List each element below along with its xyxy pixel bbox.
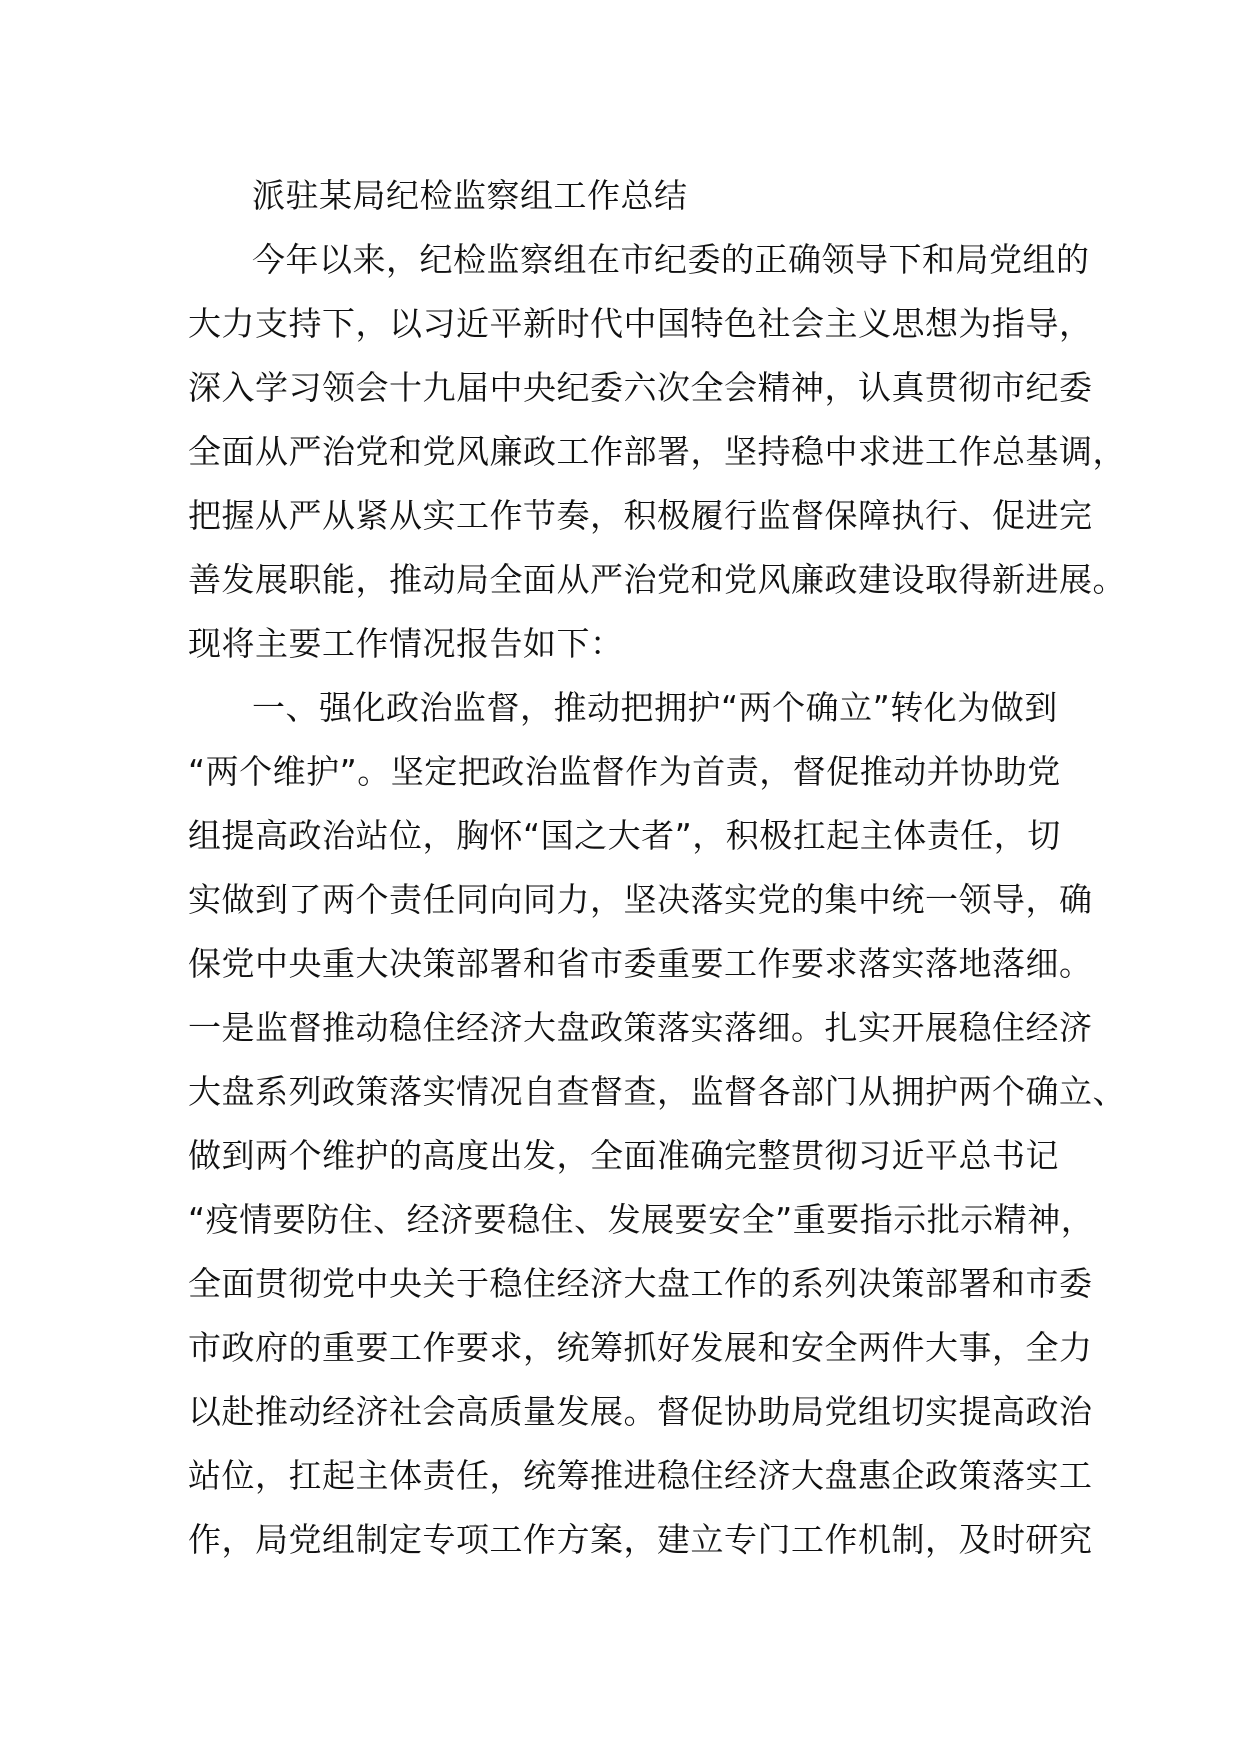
paragraph-line: 以赴推动经济社会高质量发展。督促协助局党组切实提高政治	[188, 1392, 1093, 1431]
paragraph-line: 市政府的重要工作要求，统筹抓好发展和安全两件大事，全力	[188, 1328, 1093, 1367]
paragraph-line: 一是监督推动稳住经济大盘政策落实落细。扎实开展稳住经济	[188, 1008, 1093, 1047]
section-heading-line: 一、强化政治监督，推动把拥护“两个确立”转化为做到	[252, 688, 1058, 727]
paragraph-line: 作，局党组制定专项工作方案，建立专门工作机制，及时研究	[188, 1520, 1093, 1559]
paragraph-line: 组提高政治站位，胸怀“国之大者”，积极扛起主体责任，切	[188, 816, 1061, 855]
paragraph-line: 保党中央重大决策部署和省市委重要工作要求落实落地落细。	[188, 944, 1093, 983]
paragraph-line: 深入学习领会十九届中央纪委六次全会精神，认真贯彻市纪委	[188, 368, 1093, 407]
paragraph-line: 全面贯彻党中央关于稳住经济大盘工作的系列决策部署和市委	[188, 1264, 1093, 1303]
paragraph-line: 善发展职能，推动局全面从严治党和党风廉政建设取得新进展。	[188, 560, 1126, 599]
paragraph-line: 实做到了两个责任同向同力，坚决落实党的集中统一领导，确	[188, 880, 1093, 919]
paragraph-line: “两个维护”。坚定把政治监督作为首责，督促推动并协助党	[188, 752, 1061, 791]
paragraph-line: “疫情要防住、经济要稳住、发展要安全”重要指示批示精神，	[188, 1200, 1095, 1239]
paragraph-line: 大力支持下，以习近平新时代中国特色社会主义思想为指导，	[188, 304, 1093, 343]
paragraph-line: 做到两个维护的高度出发，全面准确完整贯彻习近平总书记	[188, 1136, 1059, 1175]
paragraph-line: 现将主要工作情况报告如下：	[188, 624, 624, 663]
paragraph-line: 全面从严治党和党风廉政工作部署，坚持稳中求进工作总基调，	[188, 432, 1126, 471]
paragraph-line: 今年以来，纪检监察组在市纪委的正确领导下和局党组的	[252, 240, 1090, 279]
paragraph-line: 大盘系列政策落实情况自查督查，监督各部门从拥护两个确立、	[188, 1072, 1126, 1111]
paragraph-line: 把握从严从紧从实工作节奏，积极履行监督保障执行、促进完	[188, 496, 1093, 535]
document-title: 派驻某局纪检监察组工作总结	[252, 176, 688, 215]
paragraph-line: 站位，扛起主体责任，统筹推进稳住经济大盘惠企政策落实工	[188, 1456, 1093, 1495]
